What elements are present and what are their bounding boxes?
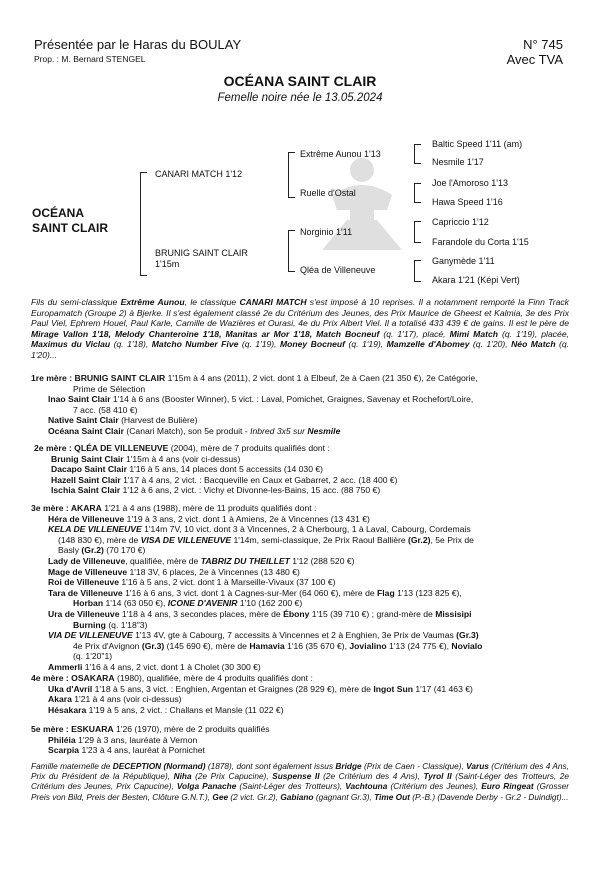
horse-name: OCÉANA SAINT CLAIR — [223, 73, 377, 89]
gp-4: Qléa de Villeneuve — [300, 265, 376, 275]
list-item: Uka d'Avril 1'18 à 5 ans, 3 vict. : Enghien, Argentan et Graignes (28 929 €), mère de Ingot Sun 1'17 (41 463 €) — [48, 683, 473, 694]
fourth-dam-section — [31, 673, 571, 715]
list-item-cont: (q. 1'20"1) — [73, 651, 113, 662]
fourth-dam-heading: 4e mère : OSAKARA (1980), qualifiée, mère de 4 produits qualifiés dont : — [31, 673, 313, 683]
brace-sire — [288, 152, 295, 198]
list-item-cont: Burning (q. 1'18"3) — [73, 619, 148, 630]
pedigree-dam — [155, 248, 248, 270]
sire-paragraph: Fils du semi-classique Extrême Aunou, le classique CANARI MATCH s'est imposé à 10 reprises. Il a notamment remporté la Finn Track Europamatch (Groupe 2) à Bjerke. Il s'est également classé 2e du Critérium des Jeunes, des Prix Maurice de Gheest et Kalmia, 3e des Prix Paul Viel, Ephrem Houel, Paul Karle, Camille de Wazières et Ourasi, 4e du Prix Albert Viel. Il a totalisé 433 439 € de gains. Il est le père de Mirage Vallon 1'18, Melody Chanteroine 1'18, Manitas ar Mor 1'18, Match Bocneuf (q. 1'17), placé, Mimi Match (q. 1'19), placée, Maximus du Viclau (q. 1'18), Matcho Number Five (q. 1'19), Money Bocneuf (q. 1'19), Mamzelle d'Abomey (q. 1'20), Néo Match (q. 1'20)... — [31, 297, 570, 360]
owner: Prop. : M. Bernard STENGEL — [34, 54, 146, 64]
brace-ggp-3 — [414, 221, 421, 243]
gp-3: Norginio 1'11 — [300, 227, 353, 237]
ggp-2: Nesmile 1'17 — [432, 157, 484, 167]
pedigree-horse-line2: SAINT CLAIR — [32, 221, 108, 235]
list-item: KELA DE VILLENEUVE 1'14m 7V, 10 vict. dont 3 à Vincennes, 2 à Cherbourg, 1 à Laval, Cabourg, Cordemais — [48, 524, 471, 535]
pedigree — [0, 0, 600, 300]
list-item: Brunig Saint Clair 1'15m à 4 ans (voir ci-dessus) — [51, 453, 241, 464]
first-dam-section — [31, 373, 571, 437]
brace-ggp-1 — [414, 144, 421, 164]
list-item: Scarpia 1'23 à 4 ans, lauréat à Pornichet — [48, 745, 205, 756]
list-item-cont: 7 acc. (58 410 €) — [73, 404, 138, 415]
second-dam-heading: 2e mère : QLÉA DE VILLENEUVE (2004), mère de 7 produits qualifiés dont : — [34, 443, 330, 453]
list-item-cont: Horban 1'14 (63 050 €), ICONE D'AVENIR 1'10 (162 200 €) — [73, 598, 303, 609]
list-item: Océana Saint Clair (Canari Match), son 5e produit - Inbred 3x5 sur Nesmile — [48, 425, 341, 436]
list-item: Dacapo Saint Clair 1'16 à 5 ans, 14 places dont 5 accessits (14 030 €) — [51, 464, 324, 475]
list-item: Ura de Villeneuve 1'18 à 4 ans, 3 secondes places, mère de Ébony 1'15 (39 710 €) ; grand-mère de Missisipi — [48, 608, 472, 619]
list-item: VIA DE VILLENEUVE 1'13 4V, gte à Cabourg, 7 accessits à Vincennes et 2 à Enghien, 3e Prix de Vaumas (Gr.3) — [48, 630, 479, 641]
pedigree-horse — [32, 206, 108, 236]
lot-number: N° 745 — [523, 37, 563, 52]
first-dam-heading: 1re mère : BRUNIG SAINT CLAIR 1'15m à 4 ans (2011), 2 vict. dont 1 à Elbeuf, 2e à Caen (21 350 €), 2e Catégorie, — [31, 373, 478, 383]
pedigree-dam-line1: BRUNIG SAINT CLAIR — [155, 248, 248, 258]
ggp-7: Ganymède 1'11 — [432, 256, 495, 266]
second-dam-section — [34, 443, 574, 496]
list-item: Tara de Villeneuve 1'16 à 6 ans, 3 vict. dont 1 à Cagnes-sur-Mer (64 060 €), mère de Flag 1'13 (123 825 €), — [48, 587, 462, 598]
tax-status: Avec TVA — [506, 52, 563, 67]
pedigree-sire: CANARI MATCH 1'12 — [155, 169, 243, 179]
horse-watermark-icon — [312, 150, 412, 260]
list-item: Héra de Villeneuve 1'19 à 3 ans, 2 vict. dont 1 à Amiens, 2e à Vincennes (13 431 €) — [48, 513, 370, 524]
list-item: Inao Saint Clair 1'14 à 6 ans (Booster Winner), 5 vict. : Laval, Pomichet, Graignes, Savenay et Rochefort/Loire, — [48, 394, 474, 405]
fifth-dam-section — [31, 724, 571, 756]
third-dam-heading: 3e mère : AKARA 1'21 à 4 ans (1988), mère de 11 produits qualifiés dont : — [31, 503, 317, 513]
ggp-5: Capriccio 1'12 — [432, 217, 489, 227]
ggp-1: Baltic Speed 1'11 (am) — [432, 139, 523, 149]
list-item: Hésakara 1'19 à 5 ans, 2 vict. : Challans et Mansle (11 022 €) — [48, 704, 284, 715]
horse-description: Femelle noire née le 13.05.2024 — [217, 92, 383, 104]
brace-dam — [288, 230, 295, 272]
list-item: Roi de Villeneuve 1'16 à 5 ans, 2 vict. dont 1 à Marseille-Vivaux (37 100 €) — [48, 577, 336, 588]
list-item: Hazell Saint Clair 1'17 à 4 ans, 2 vict. : Bacqueville en Caux et Gabarret, 2 acc. (18 400 €) — [51, 474, 398, 485]
ggp-6: Farandole du Corta 1'15 — [432, 237, 529, 247]
list-item: Ammerli 1'16 à 4 ans, 2 vict. dont 1 à Cholet (30 300 €) — [48, 661, 261, 672]
pedigree-horse-line1: OCÉANA — [32, 206, 85, 220]
brace-main — [140, 172, 147, 276]
brace-ggp-4 — [414, 260, 421, 282]
pedigree-dam-line2: 1'15m — [155, 259, 180, 269]
list-item: Philéia 1'29 à 3 ans, lauréate à Vernon — [48, 734, 198, 745]
brace-ggp-2 — [414, 183, 421, 203]
list-item: Lady de Villeneuve, qualifiée, mère de TABRIZ DU THEILLET 1'12 (288 520 €) — [48, 555, 355, 566]
ggp-3: Joe l'Amoroso 1'13 — [432, 178, 508, 188]
list-item: Native Saint Clair (Harvest de Bulière) — [48, 415, 198, 426]
ggp-8: Akara 1'21 (Képi Vert) — [432, 275, 520, 285]
list-item: Ischia Saint Clair 1'12 à 6 ans, 2 vict. : Vichy et Divonne-les-Bains, 15 acc. (88 750 €) — [51, 485, 381, 496]
list-item: Akara 1'21 à 4 ans (voir ci-dessus) — [48, 694, 182, 705]
list-item: Mage de Villeneuve 1'18 3V, 6 places, 2e à Vincennes (13 480 €) — [48, 566, 300, 577]
fifth-dam-heading: 5e mère : ESKUARA 1'26 (1970), mère de 2 produits qualifiés — [31, 724, 270, 734]
list-item-cont: Basly (Gr.2) (70 170 €) — [58, 545, 146, 556]
third-dam-section — [31, 503, 571, 673]
presenter: Présentée par le Haras du BOULAY — [34, 37, 242, 52]
ggp-4: Hawa Speed 1'16 — [432, 197, 503, 207]
list-item-cont: (148 830 €), mère de VISA DE VILLENEUVE 1'14m, semi-classique, 2e Prix Raoul Ballière (Gr.2), 5e Prix de — [58, 534, 474, 545]
gp-2: Ruelle d'Ostal — [300, 188, 356, 198]
list-item-cont: 4e Prix d'Avignon (Gr.3) (145 690 €), mère de Hamavia 1'16 (35 670 €), Jovialino 1'13 (24 775 €), Novialo — [73, 640, 483, 651]
first-dam-heading-cont: Prime de Sélection — [73, 383, 146, 394]
family-paragraph: Famille maternelle de DECEPTION (Normand) (1878), dont sont également issus Bridge (Prix de Caen - Classique), Varus (Critérium des 4 Ans, Prix du Président de la République), Niha (2e Prix Capucine), Suspense II (2e Critérium des 4 Ans), Tyrol II (Saint-Léger des Trotteurs, 2e Critérium des Jeunes, Prix Capucine), Volga Panache (Saint-Léger des Trotteurs), Vachtouna (Critérium des Jeunes), Euro Ringeat (Grosser Preis von Bild, Preis der Besten, Clôture G.N.T.), Gee (2 vict. Gr.2), Gabiano (gagnant Gr.3), Time Out (P.-B.) (Davende Derby - Gr.2 - Duindigt)... — [31, 761, 569, 802]
gp-1: Extrême Aunou 1'13 — [300, 149, 381, 159]
